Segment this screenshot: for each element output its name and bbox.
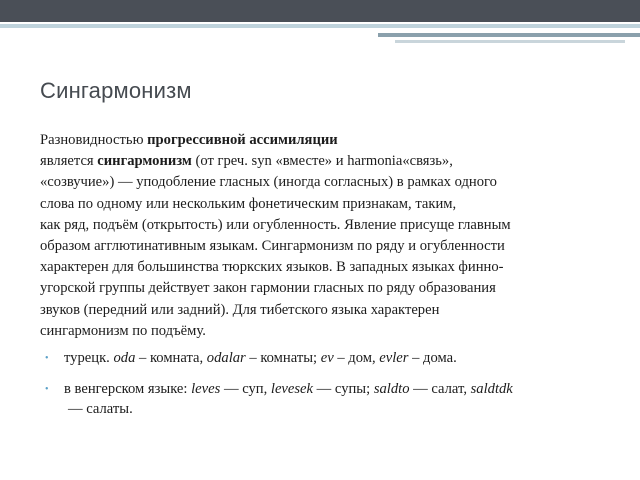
text: – дом, bbox=[333, 350, 380, 366]
text: турецк. bbox=[64, 350, 114, 366]
accent-stripe-right-thin bbox=[395, 40, 625, 43]
text: (от греч. syn «вместе» и harmonia«связь», bbox=[191, 153, 453, 170]
bullet-line bbox=[64, 348, 610, 368]
text: является bbox=[40, 153, 98, 170]
example-word: odalar bbox=[206, 350, 246, 366]
example-word: saldtdk bbox=[470, 381, 513, 397]
main-paragraph bbox=[40, 130, 605, 342]
example-word: ev bbox=[320, 350, 334, 366]
para-line-6: образом агглютинативным языкам. Сингармонизм по ряду и огубленности bbox=[40, 238, 505, 255]
list-item-hungarian bbox=[40, 379, 610, 419]
bullet-icon: • bbox=[45, 384, 49, 395]
para-line-8: угорской группы действует закон гармонии гласных по ряду образования bbox=[40, 280, 496, 297]
term-synharmonism: сингармонизм bbox=[97, 153, 192, 170]
term-progressive-assimilation: прогрессивной ассимиляции bbox=[147, 132, 338, 148]
para-line-3: «созвучие») — уподобление гласных (иногда согласных) в рамках одного bbox=[40, 174, 497, 191]
bullet-line-continued: — салаты. bbox=[68, 401, 133, 417]
para-line-7: характерен для большинства тюркских языков. В западных языках финно- bbox=[40, 259, 504, 276]
accent-stripe-right bbox=[378, 33, 640, 37]
para-line-2 bbox=[40, 151, 605, 172]
example-word: leves bbox=[191, 381, 221, 397]
example-word: saldto bbox=[373, 381, 410, 397]
accent-stripe bbox=[0, 24, 640, 28]
para-line-10: сингармонизм по подъёму. bbox=[40, 322, 206, 339]
bullet-icon: • bbox=[45, 353, 49, 364]
example-list bbox=[40, 348, 610, 430]
para-line-5: как ряд, подъём (открытость) или огубленность. Явление присуще главным bbox=[40, 216, 511, 233]
list-item-turkish bbox=[40, 348, 610, 368]
bullet-line bbox=[64, 379, 610, 399]
text: в венгерском языке: bbox=[64, 381, 192, 397]
para-line-9: звуков (передний или задний). Для тибетского языка характерен bbox=[40, 301, 440, 318]
text: — суп, bbox=[220, 381, 271, 397]
example-word: evler bbox=[379, 350, 409, 366]
example-word: levesek bbox=[270, 381, 314, 397]
text: — супы; bbox=[313, 381, 374, 397]
example-word: oda bbox=[113, 350, 136, 366]
text: Разновидностью bbox=[40, 132, 148, 148]
text: — салат, bbox=[409, 381, 471, 397]
para-line-1 bbox=[40, 130, 605, 151]
text: – дома. bbox=[408, 350, 457, 366]
text: – комната, bbox=[135, 350, 207, 366]
top-banner bbox=[0, 0, 640, 22]
para-line-4: слова по одному или нескольким фонетическим признакам, таким, bbox=[40, 195, 457, 212]
slide-title: Сингармонизм bbox=[40, 78, 192, 103]
text: – комнаты; bbox=[245, 350, 321, 366]
